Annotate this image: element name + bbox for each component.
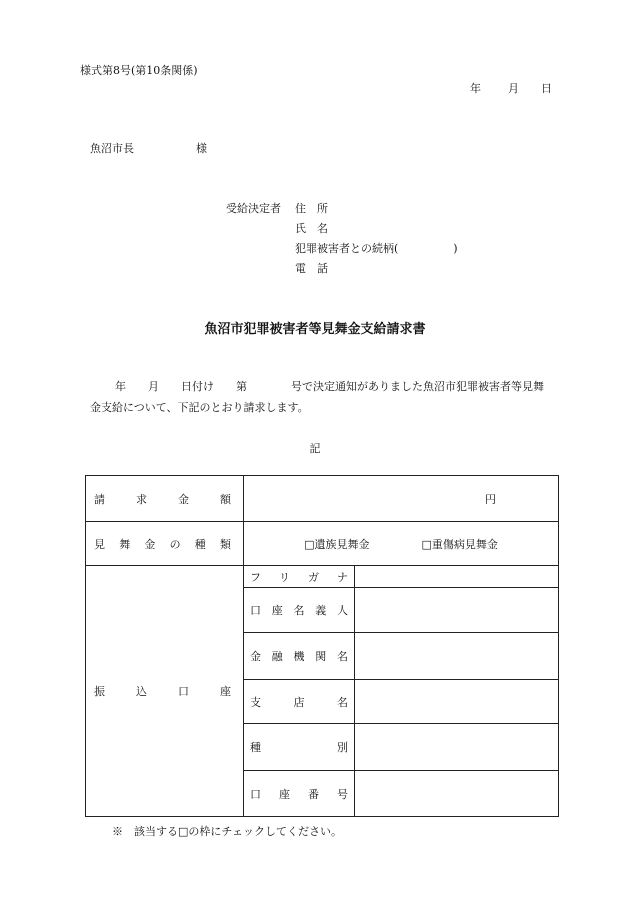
form-number: 様式第8号(第10条関係) [80, 64, 198, 77]
date-month: 月 [508, 82, 519, 95]
applicant-address: 住 所 [295, 202, 328, 215]
yen-unit: 円 [485, 492, 496, 506]
applicant-phone: 電 話 [295, 262, 328, 275]
type-options [244, 522, 559, 566]
table-row-furigana [86, 566, 559, 588]
checkbox-note: ※ 該当する□の枠にチェックしてください。 [112, 825, 343, 838]
applicant-label: 受給決定者 [226, 202, 281, 215]
branch-label: 支 店 名 [244, 680, 355, 724]
date-day: 日 [541, 82, 552, 95]
date-year: 年 [470, 82, 481, 95]
request-form-table [85, 475, 559, 817]
amount-field[interactable] [244, 476, 559, 522]
number-field[interactable] [355, 771, 559, 817]
furigana-label: フ リ ガ ナ [244, 566, 355, 588]
table-row-amount [86, 476, 559, 522]
serious-injury-checkbox[interactable]: □重傷病見舞金 [421, 537, 498, 551]
body-line-2: 金支給について、下記のとおり請求します。 [90, 401, 309, 414]
furigana-field[interactable] [355, 566, 559, 588]
ki-heading: 記 [309, 442, 321, 455]
document-title: 魚沼市犯罪被害者等見舞金支給請求書 [204, 322, 426, 337]
number-label: 口 座 番 号 [244, 771, 355, 817]
addressee-name: 魚沼市長 [90, 142, 134, 155]
type-label: 見 舞 金 の 種 類 [86, 522, 244, 566]
table-row-type [86, 522, 559, 566]
addressee-honorific: 様 [196, 142, 207, 155]
bank-label: 金 融 機 関 名 [244, 633, 355, 680]
applicant-name: 氏 名 [295, 222, 328, 235]
branch-field[interactable] [355, 680, 559, 724]
transfer-account-label: 振 込 口 座 [86, 566, 244, 817]
applicant-relation: 犯罪被害者との続柄( ) [295, 242, 458, 255]
holder-field[interactable] [355, 588, 559, 633]
kind-label: 種 別 [244, 724, 355, 771]
kind-field[interactable] [355, 724, 559, 771]
bereaved-checkbox[interactable]: □遺族見舞金 [304, 537, 370, 551]
body-line-1: 年 月 日付け 第 号で決定通知がありました魚沼市犯罪被害者等見舞 [115, 380, 544, 393]
holder-label: 口 座 名 義 人 [244, 588, 355, 633]
amount-label: 請 求 金 額 [86, 476, 244, 522]
bank-field[interactable] [355, 633, 559, 680]
